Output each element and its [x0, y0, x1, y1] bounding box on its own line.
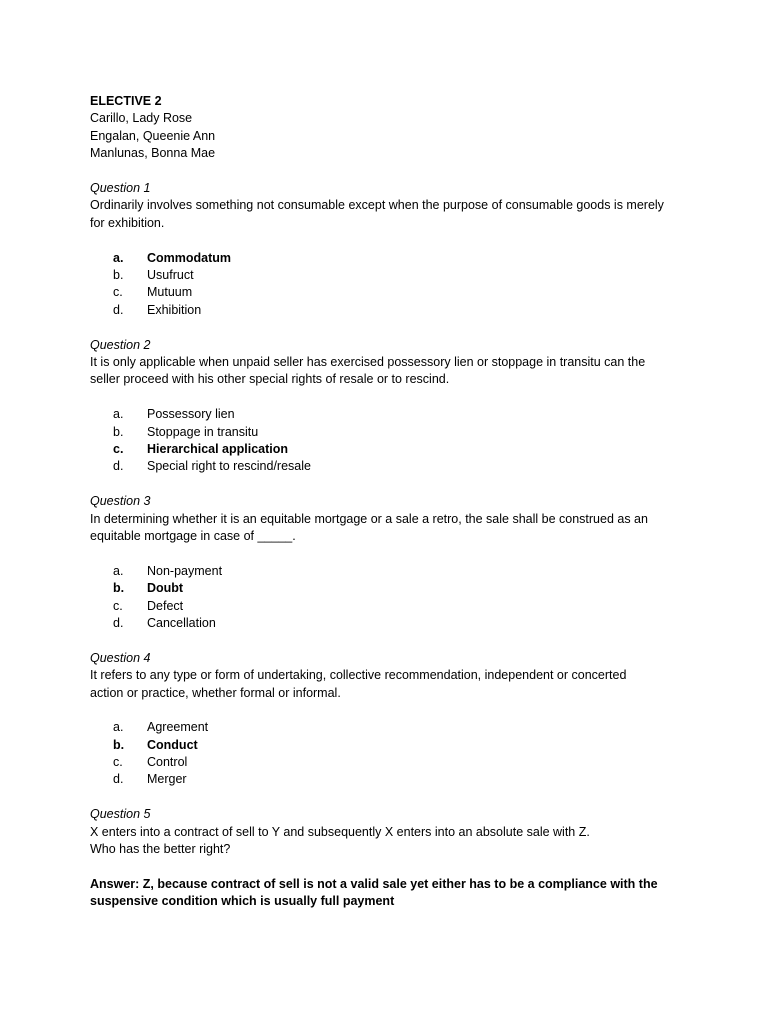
option-item — [90, 441, 690, 458]
option-item — [90, 719, 690, 736]
option-item — [90, 754, 690, 771]
option-item — [90, 406, 690, 423]
option-letter: b. — [113, 268, 124, 283]
option-item — [90, 284, 690, 301]
answer-text — [90, 876, 690, 911]
author-name: Carillo, Lady Rose — [90, 111, 193, 126]
option-text: Doubt — [147, 581, 184, 596]
question-stem-line: It refers to any type or form of undertaking, collective recommendation, independent or concerted — [90, 668, 627, 683]
option-letter: c. — [113, 755, 123, 770]
option-text: Stoppage in transitu — [147, 424, 259, 439]
answer-line: suspensive condition which is usually full payment — [90, 894, 395, 909]
option-letter: d. — [113, 459, 124, 474]
option-letter: b. — [113, 424, 124, 439]
option-text: Defect — [147, 598, 184, 613]
option-text: Cancellation — [147, 615, 216, 630]
question-block — [90, 337, 690, 476]
option-item — [90, 302, 690, 319]
option-item — [90, 771, 690, 788]
option-item — [90, 615, 690, 632]
option-item — [90, 250, 690, 267]
question-stem-line: In determining whether it is an equitable mortgage or a sale a retro, the sale shall be construed as an — [90, 511, 648, 526]
option-letter: c. — [113, 598, 123, 613]
option-text: Control — [147, 755, 188, 770]
options-list — [90, 250, 690, 320]
option-item — [90, 598, 690, 615]
option-item — [90, 424, 690, 441]
question-stem-line: Ordinarily involves something not consumable except when the purpose of consumable goods is merely — [90, 198, 664, 213]
option-text: Non-payment — [147, 563, 223, 578]
question-label: Question 3 — [90, 494, 151, 509]
option-text: Possessory lien — [147, 407, 235, 422]
document-title: ELECTIVE 2 — [90, 94, 162, 108]
author-name: Engalan, Queenie Ann — [90, 128, 216, 143]
question-stem-line: It is only applicable when unpaid seller has exercised possessory lien or stoppage in transitu can the — [90, 354, 646, 369]
option-text: Hierarchical application — [147, 441, 289, 456]
answer-line: Answer: Z, because contract of sell is not a valid sale yet either has to be a compliance with the — [90, 876, 658, 891]
option-text: Conduct — [147, 737, 198, 752]
option-letter: a. — [113, 563, 124, 578]
question-stem-line: X enters into a contract of sell to Y and subsequently X enters into an absolute sale with Z. — [90, 824, 590, 839]
option-text: Special right to rescind/resale — [147, 459, 311, 474]
option-text: Mutuum — [147, 285, 193, 300]
question-block — [90, 180, 690, 319]
option-letter: a. — [113, 250, 124, 265]
question-label: Question 1 — [90, 181, 151, 196]
author-name: Manlunas, Bonna Mae — [90, 146, 216, 161]
question-stem-line: action or practice, whether formal or informal. — [90, 685, 341, 700]
option-text: Exhibition — [147, 302, 202, 317]
option-letter: d. — [113, 615, 124, 630]
document-header — [90, 93, 690, 163]
option-letter: c. — [113, 441, 124, 456]
option-text: Merger — [147, 772, 187, 787]
option-letter: a. — [113, 720, 124, 735]
option-item — [90, 737, 690, 754]
option-item — [90, 580, 690, 597]
option-text: Usufruct — [147, 268, 194, 283]
question-block — [90, 493, 690, 632]
option-letter: a. — [113, 407, 124, 422]
question-block — [90, 806, 690, 910]
question-label: Question 4 — [90, 650, 151, 665]
option-item — [90, 267, 690, 284]
question-label: Question 5 — [90, 807, 151, 822]
options-list — [90, 406, 690, 476]
option-letter: b. — [113, 581, 125, 596]
option-letter: c. — [113, 285, 123, 300]
options-list — [90, 563, 690, 633]
option-letter: b. — [113, 737, 125, 752]
question-stem-line: seller proceed with his other special rights of resale or to rescind. — [90, 372, 450, 387]
option-item — [90, 563, 690, 580]
document-page — [90, 93, 690, 928]
question-stem-line: for exhibition. — [90, 215, 165, 230]
option-letter: d. — [113, 772, 124, 787]
question-label: Question 2 — [90, 337, 151, 352]
option-text: Agreement — [147, 720, 209, 735]
question-block — [90, 650, 690, 789]
options-list — [90, 719, 690, 789]
question-stem-line: Who has the better right? — [90, 842, 231, 857]
option-letter: d. — [113, 302, 124, 317]
option-item — [90, 458, 690, 475]
option-text: Commodatum — [147, 250, 232, 265]
question-stem-line: equitable mortgage in case of _____. — [90, 528, 296, 543]
